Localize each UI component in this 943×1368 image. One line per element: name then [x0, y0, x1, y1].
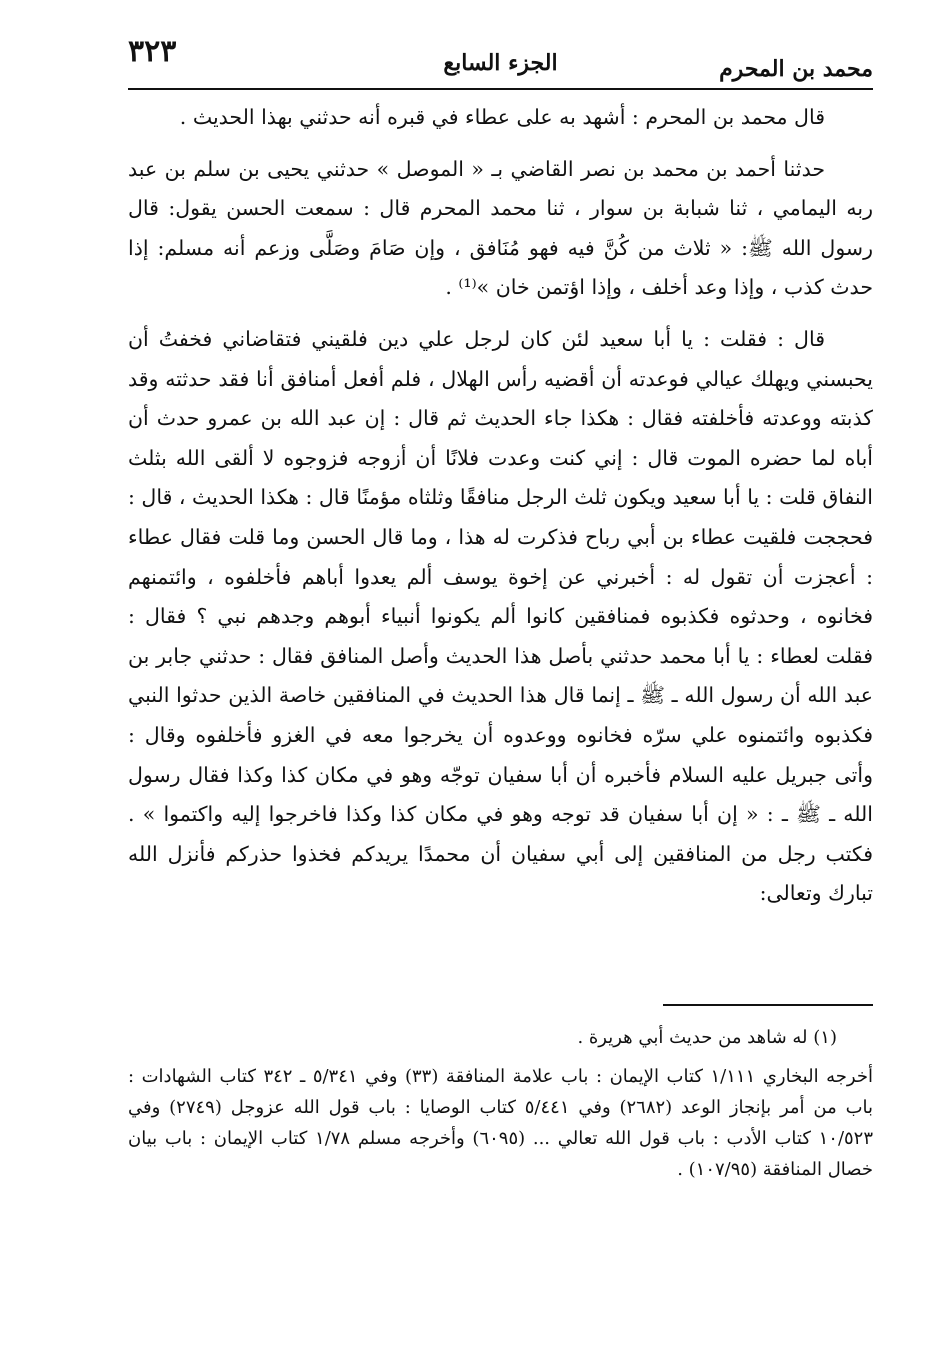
footnote-rule [663, 1004, 873, 1006]
paragraph: قال محمد بن المحرم : أشهد به على عطاء في قبره أنه حدثني بهذا الحديث . [179, 105, 825, 129]
paragraph: حدثنا أحمد بن محمد بن نصر القاضي بـ « الموصل » حدثني يحيى بن سلم بن عبد ربه اليمامي ، ثنا شبابة بن سوار ، ثنا محمد المحرم قال : سمعت الحسن يقول: قال رسول الله ﷺ: « ثلاث من كُنَّ فيه فهو مُنَافق ، وإن صَامَ وصَلَّى وزعم أنه مسلم: إذا حدث كذب ، وإذا وعد أخلف ، وإذا اؤتمن خان »⁽¹⁾ . [128, 156, 873, 300]
main-text [128, 98, 873, 914]
footnotes [128, 1022, 873, 1185]
header-rule [128, 88, 873, 90]
header-book-title: محمد بن المحرم [719, 56, 873, 82]
paragraph: قال : فقلت : يا أبا سعيد لئن كان لرجل علي دين فلقيني فتقاضاني فخفتُ أن يحبسني ويهلك عيالي فوعدته أن أقضيه رأس الهلال ، فلم أفعل أمنافق أنا فقد حدثته وقد كذبته ووعدته فأخلفته فقال : هكذا جاء الحديث ثم قال : إن عبد الله بن عمرو حدث أن أباه لما حضره الموت قال : إني كنت وعدت فلانًا أن أزوجه فزوجوه لا ألقى الله بثلث النفاق قلت : يا أبا سعيد ويكون ثلث الرجل منافقًا وثلثاه مؤمنًا قال : هكذا الحديث ، قال : فحججت فلقيت عطاء بن أبي رباح فذكرت له هذا ، وما قال الحسن وما قلت فقال عطاء : أعجزت أن تقول له : أخبرني عن إخوة يوسف ألم يعدوا أباهم فأخلفوه ، وائتمنهم فخانوه ، وحدثوه فكذبوه فمنافقين كانوا ألم يكونوا أنبياء أبوهم وجدهم نبي ؟ فقال : فقلت لعطاء : يا أبا محمد حدثني بأصل هذا الحديث وأصل المنافق فقال : حدثني جابر بن عبد الله أن رسول الله ـ ﷺ ـ إنما قال هذا الحديث في المنافقين خاصة الذين حدثوا النبي فكذبوه وائتمنوه علي سرّه فخانوه ووعدوه أن يخرجوا معه في الغزو فأخلفوه وقال : وأتى جبريل عليه السلام فأخبره أن أبا سفيان توجّه وهو في مكان كذا وكذا فقال رسول الله ـ ﷺ ـ : « إن أبا سفيان قد توجه وهو في مكان كذا وكذا فاخرجوا إليه واكتموا » . فكتب رجل من المنافقين إلى أبي سفيان أن محمدًا يريدكم فخذوا حذركم فأنزل الله تبارك وتعالى: [128, 326, 873, 906]
header-part-title: الجزء السابع [443, 50, 558, 76]
footnote-citation: أخرجه البخاري ١/١١١ كتاب الإيمان : باب علامة المنافقة (٣٣) وفي ٥/٣٤١ ـ ٣٤٢ كتاب الشهادات : باب من أمر بإنجاز الوعد (٢٦٨٢) وفي ٥/٤٤١ كتاب الوصايا : باب قول الله عزوجل (٢٧٤٩) وفي ١٠/٥٢٣ كتاب الأدب : باب قول الله تعالي ... (٦٠٩٥) وأخرجه مسلم ١/٧٨ كتاب الإيمان : باب بيان خصال المنافقة (١٠٧/٩٥) . [128, 1066, 874, 1180]
running-header [128, 34, 873, 86]
page-number: ٣٢٣ [128, 34, 177, 69]
footnote: (١) له شاهد من حديث أبي هريرة . [577, 1027, 837, 1048]
